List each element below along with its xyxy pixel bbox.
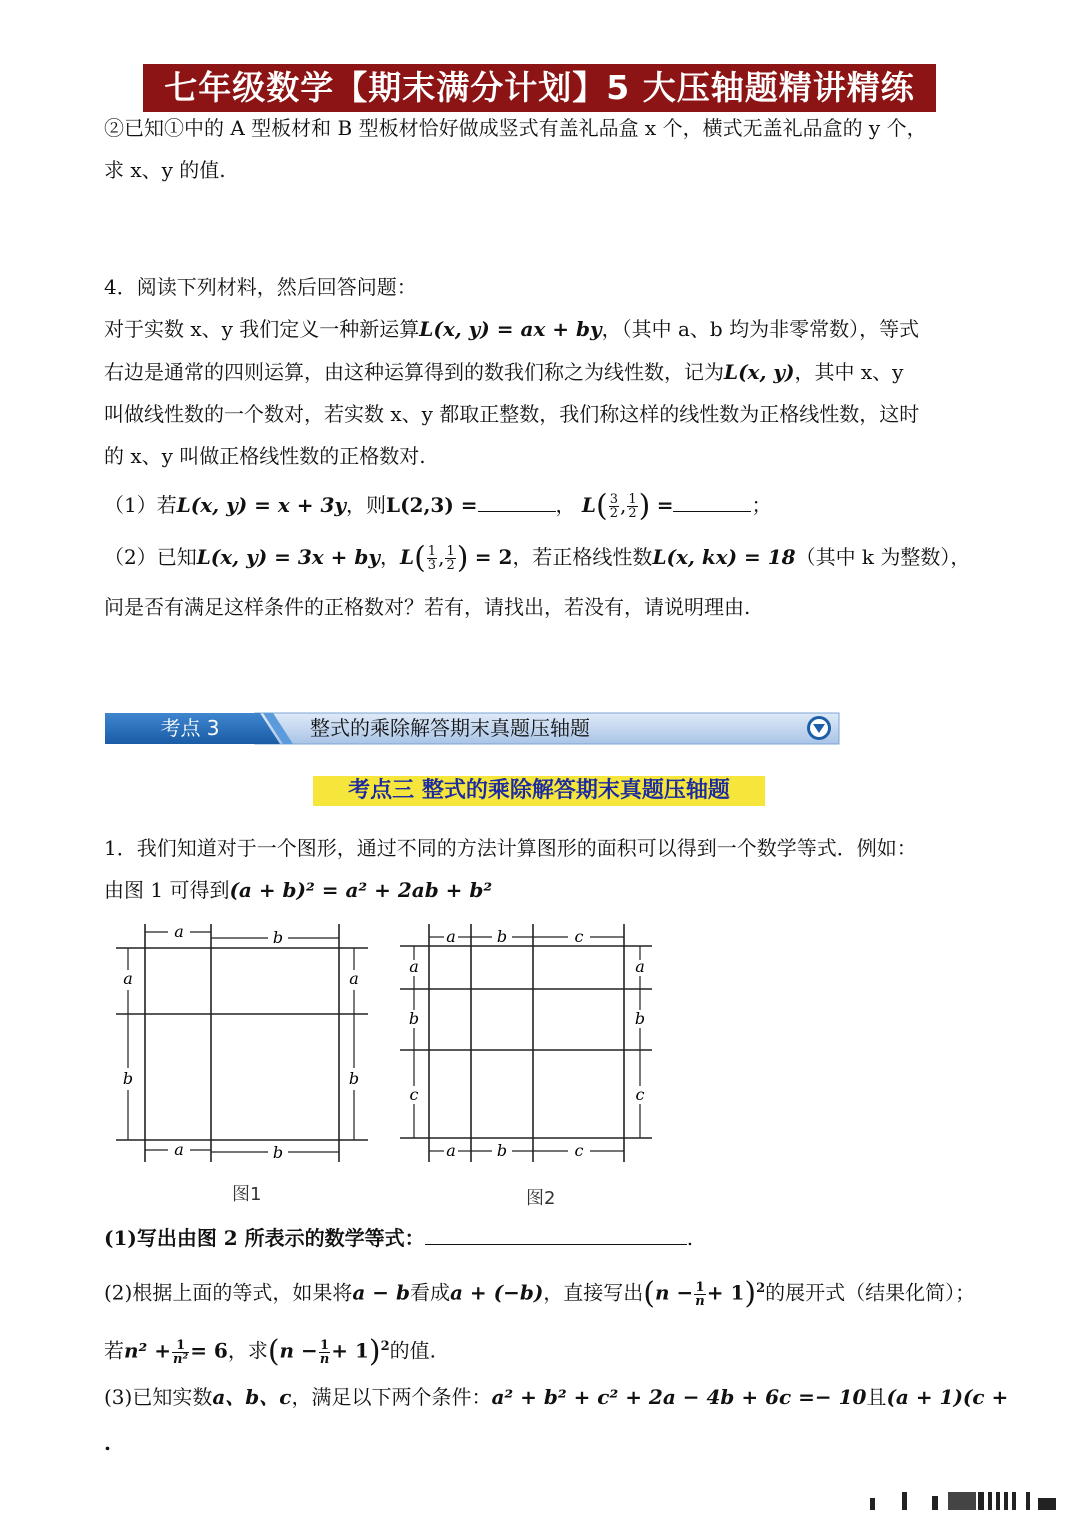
- q1-sub1: [104, 1223, 693, 1253]
- q4-p2-tail: ，其中 x、y: [794, 360, 904, 384]
- q1-p2-f2: a + (−b): [449, 1280, 544, 1305]
- q1-p4-vars: a、b、c: [212, 1385, 292, 1409]
- fig1-label-a-top: a: [174, 922, 184, 941]
- fraction-1-n2: $\frac{1}{\text{n²}}$: [173, 1337, 189, 1367]
- answer-blank-1[interactable]: [478, 491, 556, 512]
- q1-p2-mid1: 看成: [409, 1280, 450, 1305]
- fig1-label-b-top: b: [272, 928, 284, 947]
- figure-1-diagram: [108, 918, 380, 1168]
- q1-p2-tail: 的展开式（结果化简）；: [765, 1280, 976, 1305]
- q1-sub2-line2: 若n² + $\frac{1}{\text{n²}}$ = 6，求(n − $\frac{1}{n}$ + 1)$^2$的值.: [104, 1334, 437, 1370]
- q4-s2-formula: L(x, y) = 3x + by: [196, 545, 381, 569]
- q1-p4-and: 且: [866, 1385, 887, 1409]
- figure-1-caption: 图1: [232, 1184, 262, 1205]
- q4-p1-tail: ，（其中 a、b 均为非零常数），等式: [601, 317, 920, 341]
- q1-p2-mid2: ，直接写出: [543, 1280, 644, 1305]
- section-label: 考点 3: [160, 716, 220, 740]
- q4-para-line2: [104, 357, 903, 387]
- q4-s1-L: L: [581, 493, 596, 517]
- q4-para-line1: [104, 314, 919, 344]
- section-header-bar: [105, 711, 841, 746]
- q1-p3-plus: + 1: [331, 1338, 369, 1363]
- fig1-label-b-bottom: b: [272, 1143, 284, 1162]
- q4-p2-text: 右边是通常的四则运算，由这种运算得到的数我们称之为线性数，记为: [104, 360, 724, 384]
- signal-bars-icon: [866, 1490, 1062, 1514]
- fig1-label-b-right: b: [348, 1069, 360, 1088]
- q4-title: 4．阅读下列材料，然后回答问题：: [104, 275, 417, 299]
- q1-p3-n: n −: [279, 1338, 318, 1363]
- fig1-label-a-bottom: a: [174, 1140, 184, 1159]
- q1-p4-prefix: (3)已知实数: [104, 1385, 213, 1409]
- q1-p3-exp: 2: [380, 1339, 390, 1354]
- q1-p2-f1: a − b: [352, 1280, 410, 1305]
- q1-p1-end: .: [686, 1226, 694, 1250]
- q1-p3-mid: ，求: [227, 1338, 268, 1363]
- section-heading: 考点三 整式的乘除解答期末真题压轴题: [313, 776, 765, 806]
- fraction-1-2: $\frac{1}{2}$: [628, 492, 637, 521]
- q4-s1-sep: ，: [555, 493, 576, 517]
- q4-s1-prefix: （1）若: [104, 493, 177, 517]
- q1-sub3: [104, 1382, 1008, 1412]
- fig2-label-b-right: b: [634, 1009, 646, 1028]
- section-title: 整式的乘除解答期末真题压轴题: [310, 716, 590, 740]
- fig1-label-a-right: a: [349, 969, 359, 988]
- q4-para-line3: 叫做线性数的一个数对，若实数 x、y 都取正整数，我们称这样的线性数为正格线性数，这时: [104, 402, 920, 426]
- answer-blank-3[interactable]: [425, 1224, 687, 1245]
- q4-s2-L: L: [400, 545, 415, 569]
- q4-sub2-line2: 问是否有满足这样条件的正格数对？若有，请找出，若没有，请说明理由.: [104, 595, 751, 619]
- fig2-label-c-right: c: [635, 1085, 645, 1104]
- q1-p4-formula2: (a + 1)(c +: [886, 1385, 1009, 1409]
- fig2-label-a-right: a: [635, 957, 645, 976]
- fig2-label-b-top: b: [496, 927, 508, 946]
- fig2-label-a-bottom: a: [446, 1141, 456, 1160]
- q1-intro2-prefix: 由图 1 可得到: [104, 878, 230, 902]
- fig2-label-a-top: a: [446, 927, 456, 946]
- q1-p1-prefix: (1)写出由图 2 所表示的数学等式：: [104, 1226, 425, 1250]
- q4-s2-tail: （其中 k 为整数），: [795, 545, 971, 569]
- fraction-1-2b: $\frac{1}{2}$: [446, 544, 455, 573]
- q4-s2-sep: ，: [380, 545, 401, 569]
- q1-p4-mid: ，满足以下两个条件：: [291, 1385, 492, 1409]
- q1-intro2-formula: (a + b)² = a² + 2ab + b²: [229, 878, 493, 902]
- q1-p3-eq: = 6: [190, 1338, 228, 1363]
- q1-p2-exp: 2: [756, 1281, 766, 1296]
- answer-blank-2[interactable]: [673, 491, 751, 512]
- figure-2-diagram: [394, 918, 664, 1168]
- q4-p2-formula: L(x, y): [724, 360, 795, 384]
- page-title-banner: 七年级数学【期末满分计划】5 大压轴题精讲精练: [143, 64, 936, 112]
- q4-s2-eq: = 2: [474, 545, 513, 569]
- q1-p3-tail: 的值.: [389, 1338, 437, 1363]
- figure-2-caption: 图2: [526, 1188, 556, 1209]
- q1-p3-prefix: 若: [104, 1338, 124, 1363]
- fig1-label-a-left: a: [123, 969, 133, 988]
- fig2-label-c-left: c: [409, 1085, 419, 1104]
- q4-p1-text: 对于实数 x、y 我们定义一种新运算: [104, 317, 420, 341]
- q1-p2-n: n −: [655, 1280, 694, 1305]
- q1-p2-plus: + 1: [706, 1280, 745, 1305]
- fraction-1-3: $\frac{1}{3}$: [427, 544, 437, 573]
- fig2-label-b-left: b: [408, 1009, 420, 1028]
- q1-intro-line1: 1．我们知道对于一个图形，通过不同的方法计算图形的面积可以得到一个数学等式．例如：: [104, 836, 917, 860]
- q4-p1-formula: L(x, y) = ax + by: [419, 317, 602, 341]
- q4-sub1: （1）若L(x, y) = x + 3y，则L(2,3) = ， L( $\frac{3}{2}$ , $\frac{1}{2}$ ) = ；: [104, 488, 772, 524]
- q4-para-line4: 的 x、y 叫做正格线性数的正格数对.: [104, 444, 426, 468]
- fig2-label-c-top: c: [574, 927, 584, 946]
- fig2-label-c-bottom: c: [574, 1141, 584, 1160]
- q1-p3-formula: n² +: [124, 1338, 172, 1363]
- q1-p2-prefix: (2)根据上面的等式，如果将: [104, 1280, 353, 1305]
- q4-s1-formula: L(x, y) = x + 3y: [176, 493, 347, 517]
- q4-sub2: （2）已知L(x, y) = 3x + by，L( $\frac{1}{3}$ , $\frac{1}{2}$ ) = 2，若正格线性数L(x, kx) = 18（其中 k 为整数），: [104, 540, 971, 576]
- q4-s2-formula2: L(x, kx) = 18: [652, 545, 796, 569]
- collapse-chevron-icon[interactable]: [807, 716, 831, 740]
- q4-s2-mid: ，若正格线性数: [512, 545, 653, 569]
- q1-intro-line2: [104, 875, 492, 905]
- q1-sub2: (2)根据上面的等式，如果将a − b看成a + (−b)，直接写出(n − $\frac{1}{n}$ + 1)$^2$的展开式（结果化简）；: [104, 1276, 976, 1312]
- q3-part2-line1: ②已知①中的 A 型板材和 B 型板材恰好做成竖式有盖礼品盒 x 个，横式无盖礼品盒的 y 个，: [104, 116, 927, 140]
- q4-s2-prefix: （2）已知: [104, 545, 197, 569]
- q4-s1-eq: =: [656, 493, 674, 517]
- q3-part2-line2: 求 x、y 的值.: [104, 158, 226, 182]
- fig2-label-a-left: a: [409, 957, 419, 976]
- q4-s1-formula2: L(2,3) =: [386, 493, 478, 517]
- q1-p4-formula: a² + b² + c² + 2a − 4b + 6c =− 10: [491, 1385, 867, 1409]
- fig1-label-b-left: b: [122, 1069, 134, 1088]
- fraction-3-2: $\frac{3}{2}$: [609, 492, 618, 521]
- fraction-1-n: $\frac{1}{n}$: [695, 1279, 705, 1309]
- q1-sub3-line2: .: [104, 1431, 111, 1455]
- fig2-label-b-bottom: b: [496, 1141, 508, 1160]
- fraction-1-n-b: $\frac{1}{n}$: [319, 1337, 330, 1367]
- q4-s1-end: ；: [751, 493, 772, 517]
- q4-s1-mid: ，则: [346, 493, 387, 517]
